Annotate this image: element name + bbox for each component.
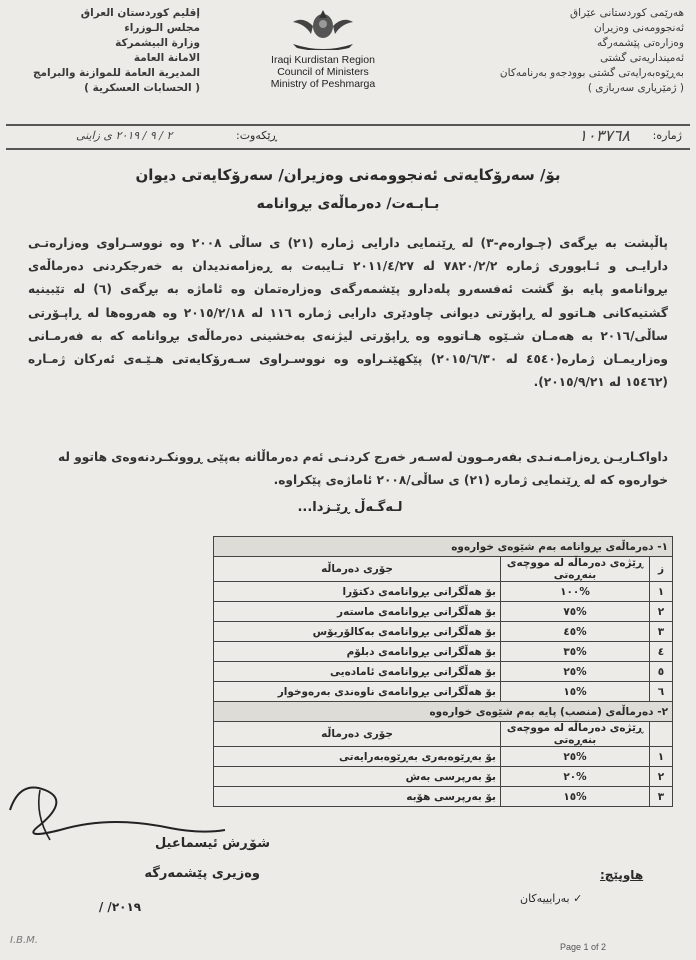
table-row [214,682,673,702]
ref-date-value: ٢ / ٩ / ٢٠١٩ ی زاینی [76,129,173,142]
signatory-title: وەزیری پێشمەرگە [144,866,260,881]
table-row [214,747,673,767]
row-type: بۆ هەڵگرانی بڕوانامەی دبلۆم [214,642,501,662]
row-type: بۆ هەڵگرانی بڕوانامەی ناوەندی بەرەوخوار [214,682,501,702]
col-header-percent: ڕێژەی دەرماڵە لە مووچەی بنەڕەتی [501,557,650,582]
arabic-letterhead [30,6,200,96]
footer-mark: I.B.M. [10,935,38,946]
arabic-line: مجلس الـوزراء [124,22,200,34]
row-number: ٢ [650,767,673,787]
row-number: ٣ [650,787,673,807]
row-type: بۆ بەڕێوەبەری بەڕێوەبەرایەتی [214,747,501,767]
row-percent: %٧٥ [501,602,650,622]
col-header-type: جۆری دەرماڵە [214,722,501,747]
kurdish-line: هەرێمی کوردستانی عێراق [570,7,684,19]
row-number: ١ [650,582,673,602]
row-number: ٢ [650,602,673,622]
english-line: Council of Ministers [277,66,369,78]
row-percent: %٣٥ [501,642,650,662]
english-line: Iraqi Kurdistan Region [271,54,375,66]
col-header-percent: ڕێژەی دەرماڵە لە مووچەی بنەڕەتی [501,722,650,747]
kurdish-line: بەڕێوەبەرایەتی گشتی بوودجەو بەرنامەکان [499,67,684,79]
row-type: بۆ هەڵگرانی بڕوانامەی ماستەر [214,602,501,622]
kurdish-line: ( ژمێریاری سەربازی ) [587,82,684,94]
english-line: Ministry of Peshmarga [270,78,376,90]
col-header-number [650,722,673,747]
section2-title: ٢- دەرماڵەی (منصب) پایە بەم شێوەی خوارەوە [214,702,673,722]
arabic-line: الامانة العامة [133,52,200,64]
attachments-label: هاوپێچ: [600,868,644,882]
page-number: Page 1 of 2 [560,942,607,952]
row-type: بۆ هەڵگرانی بڕوانامەی دکتۆرا [214,582,501,602]
attachments-item: ✓ بەرایییەکان [520,892,583,905]
letter-body: پاڵپشت بە بڕگەی (چـوارەم-٣) لە ڕێنمایی دارایی ژمارە (٢١) ی ساڵی ٢٠٠٨ وە نووسـراوی وەزارەتـی دارایـی و ئـابووری ژمارە ٧٨٢٠/٢/٢ لە ٢٠١١/٤/٢٧ تـایبەت بە ڕەزامەندیدان بە خەرجکردنی دەرماڵەی بڕوانامەو پایە بۆ گشت ئەفسەرو پلەدارو پێشمەرگەی وەزارەتمان وە ئاماژە بە بڕگەی (٦) لە تێبینیە گشتیەکانی هـاتوو لە ڕاپۆرتی دیوانی چاودێری دارایی ژمارە ١١٦ لە ٢٠١٥/٢/١٨ وە هەروەها لە ڕاپـۆرتی ساڵی/٢٠١٦ بە هەمـان شـێوە هـاتووە وە ڕاپۆرتی لیژنەی بەخشینی دەرماڵەی بڕوانامە کە بە فەرمـانی وەزاریمـان ژمارە(٤٥٤٠ لە ٢٠١٥/٦/٣٠) پێکهێنـراوە وە نووسـراوی سـەرۆکایەتی هـێـەی ئەرکان ژمـارە (١٥٤٦٢ لە ٢٠١٥/٩/٢١). [28,236,668,390]
row-percent: %٤٥ [501,622,650,642]
col-header-number: ز [650,557,673,582]
row-number: ٤ [650,642,673,662]
table-row [214,642,673,662]
kurdistan-emblem-icon [283,4,363,50]
allowance-table [213,536,673,807]
table-row [214,622,673,642]
letter-request: داواکـاریـن ڕەزامـەنـدی بفەرمـوون لەسـەر خەرج کردنـی ئەم دەرماڵانە بەپێی ڕوونکـردنەوەی هاتوو لە خوارەوە کە لە ڕێنمایی ژمارە (٢١) ی ساڵی/٢٠٠٨ ئاماژەی پێکراوە. [57,450,668,487]
ref-number-label: ژمارە: [652,129,682,142]
center-letterhead [258,4,388,90]
letter-regards: لـەگـەڵ ڕێـزدا... [297,500,403,515]
signature-date: / /٢٠١٩ [98,900,142,914]
table-row [214,602,673,622]
row-percent: %٢٠ [501,767,650,787]
row-percent: %٢٥ [501,747,650,767]
row-type: بۆ هەڵگرانی بڕوانامەی ئامادەیی [214,662,501,682]
row-percent: %١٠٠ [501,582,650,602]
table-row [214,582,673,602]
kurdish-line: ئەمینداریەتی گشتی [600,52,684,64]
row-number: ١ [650,747,673,767]
kurdish-line: ئەنجوومەنی وەزیران [594,22,684,34]
arabic-line: إقليم كوردستان العراق [80,7,200,19]
table-row [214,767,673,787]
arabic-line: وزارة البيشمركة [115,37,200,49]
row-type: بۆ هەڵگرانی بڕوانامەی بەکالۆریۆس [214,622,501,642]
row-number: ٥ [650,662,673,682]
reference-bar [6,124,690,150]
kurdish-letterhead [474,6,684,96]
row-number: ٣ [650,622,673,642]
signatory-name: شۆڕش ئیسماعیل [154,836,270,851]
row-type: بۆ بەرپرسی بەش [214,767,501,787]
section1-title: ١- دەرماڵەی بڕوانامە بەم شێوەی خوارەوە [214,537,673,557]
row-percent: %١٥ [501,682,650,702]
table-row [214,787,673,807]
row-percent: %١٥ [501,787,650,807]
arabic-line: ( الحسابات العسكرية ) [84,82,200,94]
arabic-line: المديرية العامة للموازنة والبرامج [32,67,200,79]
ref-date-label: ڕێکەوت: [236,129,278,142]
kurdish-line: وەزارەتی پێشمەرگە [597,37,684,49]
ref-number-value: ١٠٣٧٦٨ [578,126,630,145]
row-percent: %٢٥ [501,662,650,682]
col-header-type: جۆری دەرماڵە [214,557,501,582]
row-type: بۆ بەرپرسی هۆبە [214,787,501,807]
row-number: ٦ [650,682,673,702]
letter-recipient: بۆ/ سەرۆکایەتی ئەنجوومەنی وەزیران/ سەرۆکایەتی دیوان [135,166,561,184]
letter-subject: بـابـەت/ دەرماڵەی بڕوانامە [256,196,440,212]
table-row [214,662,673,682]
